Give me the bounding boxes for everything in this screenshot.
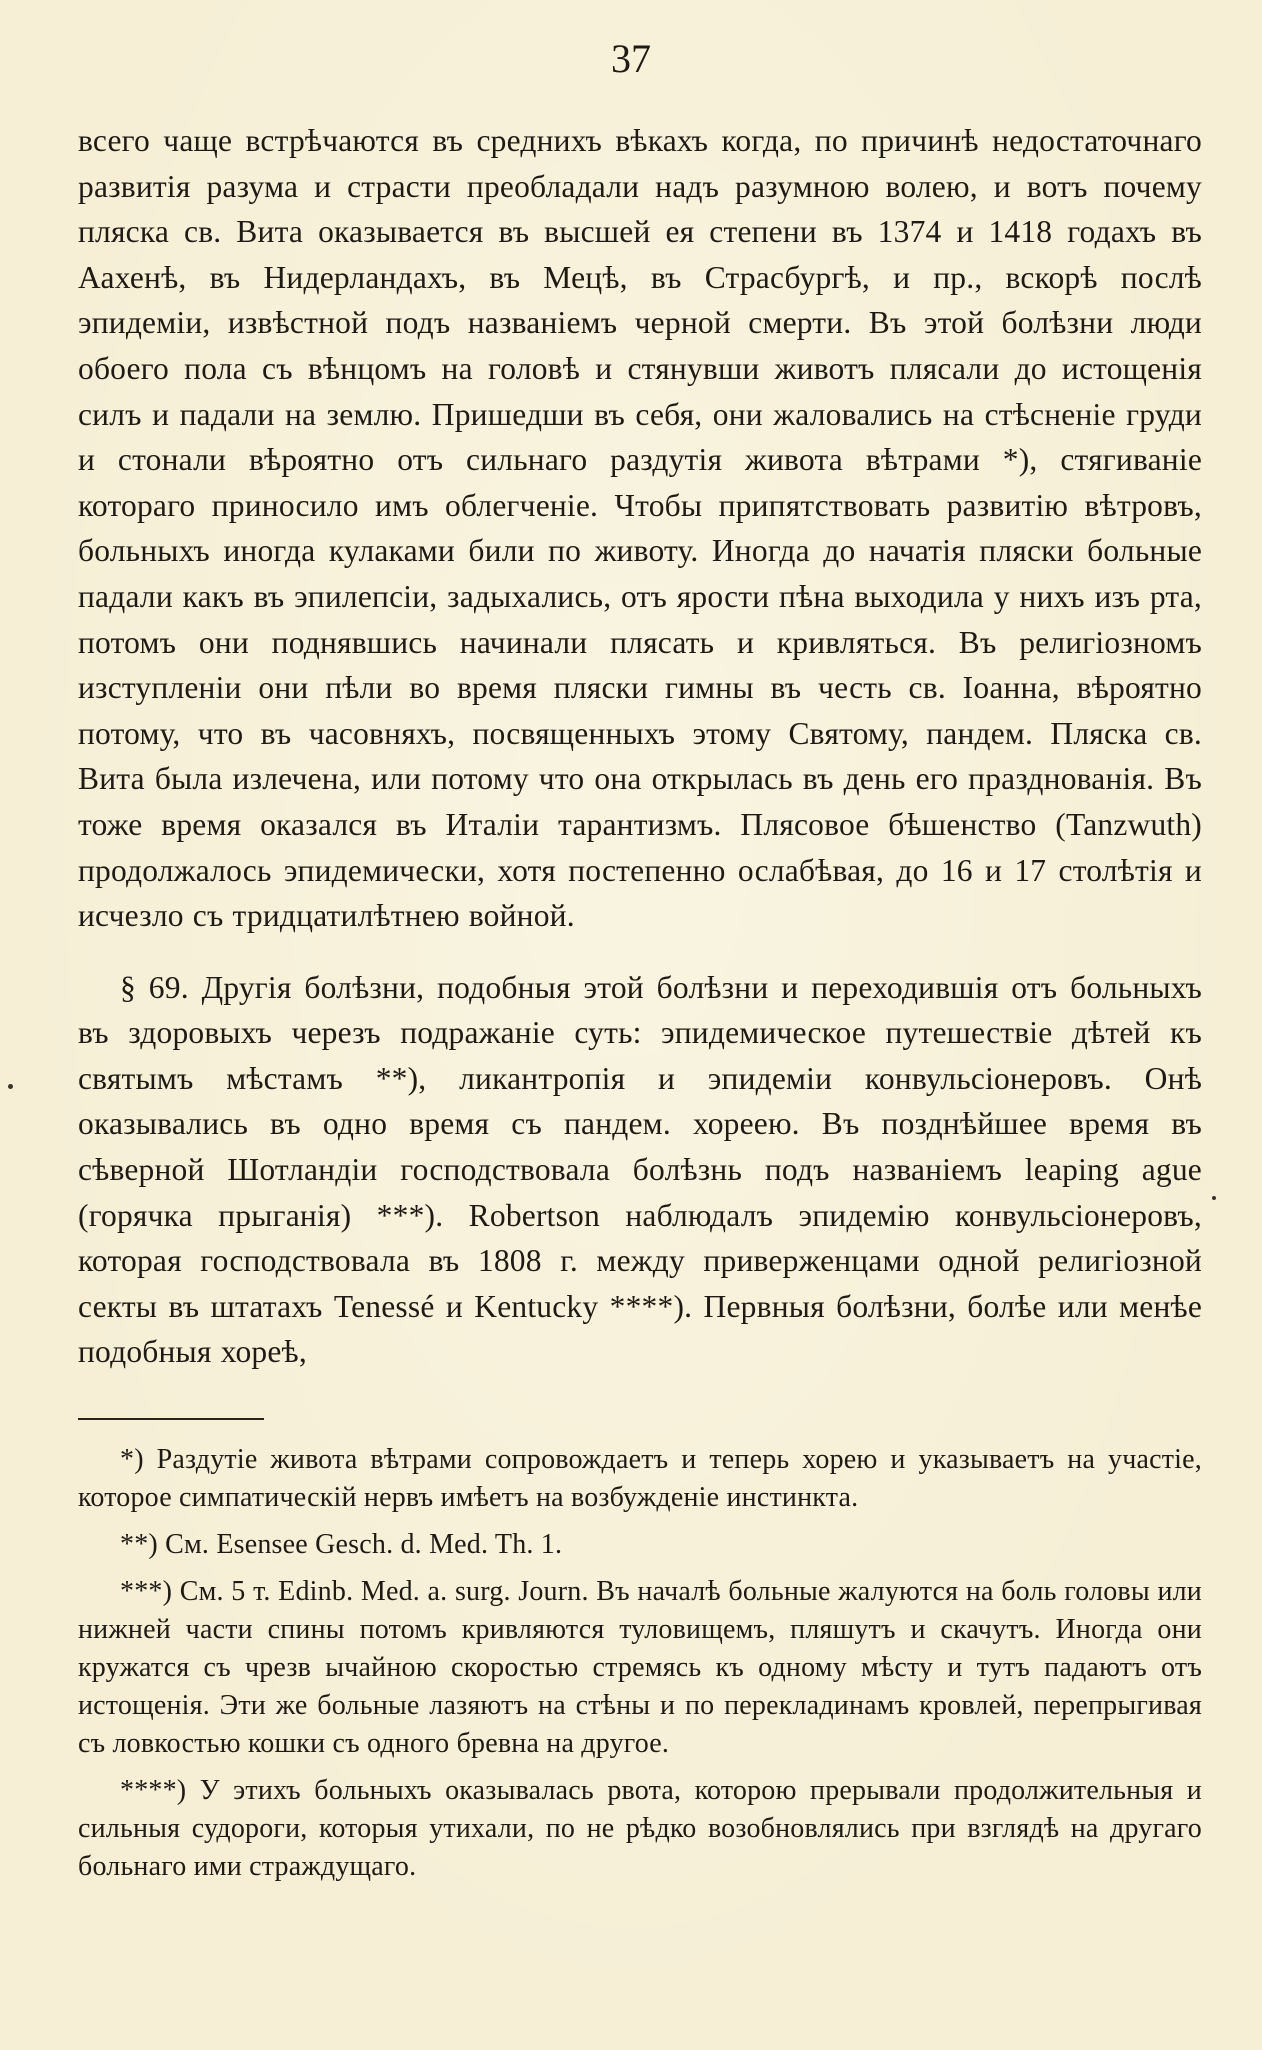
footnote-4: ****) У этихъ больныхъ оказывалась рвота, которою прерывали продолжительныя и сильныя судороги, которыя утихали, по не рѣдко возобновлялись при взглядѣ на другаго больнаго ими страждущаго.	[78, 1775, 1202, 1882]
footnote-2: **) См. Esensee Gesch. d. Med. Th. 1.	[120, 1529, 563, 1560]
footnote-1: *) Раздутіе живота вѣтрами сопровождаетъ и теперь хорею и указываетъ на участіе, которое симпатическій нервъ имѣетъ на возбужденіе инстинкта.	[78, 1444, 1202, 1513]
paragraph-dancing-mania: всего чаще встрѣчаются въ среднихъ вѣкахъ когда, по причинѣ недостаточнаго развитія разума и страсти преобладали надъ разумною волею, и вотъ почему пляска св. Вита оказывается въ высшей ея степени въ 1374 и 1418 годахъ въ Аахенѣ, въ Нидерландахъ, въ Мецѣ, въ Страсбургѣ, и пр., вскорѣ послѣ эпидеміи, извѣстной подъ названіемъ черной смерти. Въ этой болѣзни люди обоего пола съ вѣнцомъ на головѣ и стянувши животъ плясали до истощенія силъ и падали на землю. Пришедши въ себя, они жаловались на стѣсненіе груди и стонали вѣроятно отъ сильнаго раздутія живота вѣтрами *), стягиваніе котораго приносило имъ облегченіе. Чтобы припятствовать развитію вѣтровъ, больныхъ иногда кулаками били по животу. Иногда до начатія пляски больные падали какъ въ эпилепсіи, задыхались, отъ ярости пѣна выходила у нихъ изъ рта, потомъ они поднявшись начинали плясать и кривляться. Въ религіозномъ изступленіи они пѣли во время пляски гимны въ честь св. Іоанна, вѣроятно потому, что въ часовняхъ, посвященныхъ этому Святому, пандем. Пляска св. Вита была излечена, или потому что она открылась въ день его празднованія. Въ тоже время оказался въ Италіи тарантизмъ. Плясовое бѣшенство (Tanzwuth) продолжалось эпидемически, хотя постепенно ослабѣвая, до 16 и 17 столѣтія и исчезло съ тридцатилѣтнею войной.	[78, 123, 1202, 934]
paper-speck	[8, 1084, 13, 1089]
paper-speck	[1212, 1196, 1216, 1200]
page-number: 37	[611, 36, 651, 81]
main-text	[78, 118, 1202, 1375]
footnote-divider	[78, 1418, 264, 1420]
footnote-3: ***) См. 5 т. Edinb. Med. a. surg. Journ. Въ началѣ больные жалуются на боль головы или нижней части спины потомъ кривляются туловищемъ, пляшутъ и скачутъ. Иногда они кружатся съ чрезв ычайною скоростью стремясь къ одному мѣсту и тутъ падаютъ отъ истощенія. Эти же больные лазяютъ на стѣны и по перекладинамъ кровлей, перепрыгивая съ ловкостью кошки съ одного бревна на другое.	[78, 1576, 1202, 1759]
footnotes	[78, 1441, 1202, 1886]
paragraph-section-69: § 69. Другія болѣзни, подобныя этой болѣзни и переходившія отъ больныхъ въ здоровыхъ черезъ подражаніе суть: эпидемическое путешествіе дѣтей къ святымъ мѣстамъ **), ликантропія и эпидеміи конвульсіонеровъ. Онѣ оказывались въ одно время съ пандем. хореею. Въ позднѣйшее время въ сѣверной Шотландіи господствовала болѣзнь подъ названіемъ leaping ague (горячка прыганія) ***). Robertson наблюдалъ эпидемію конвульсіонеровъ, которая господствовала въ 1808 г. между приверженцами одной религіозной секты въ штатахъ Tenessé и Kentucky ****). Первныя болѣзни, болѣе или менѣе подобныя хореѣ,	[78, 969, 1202, 1370]
